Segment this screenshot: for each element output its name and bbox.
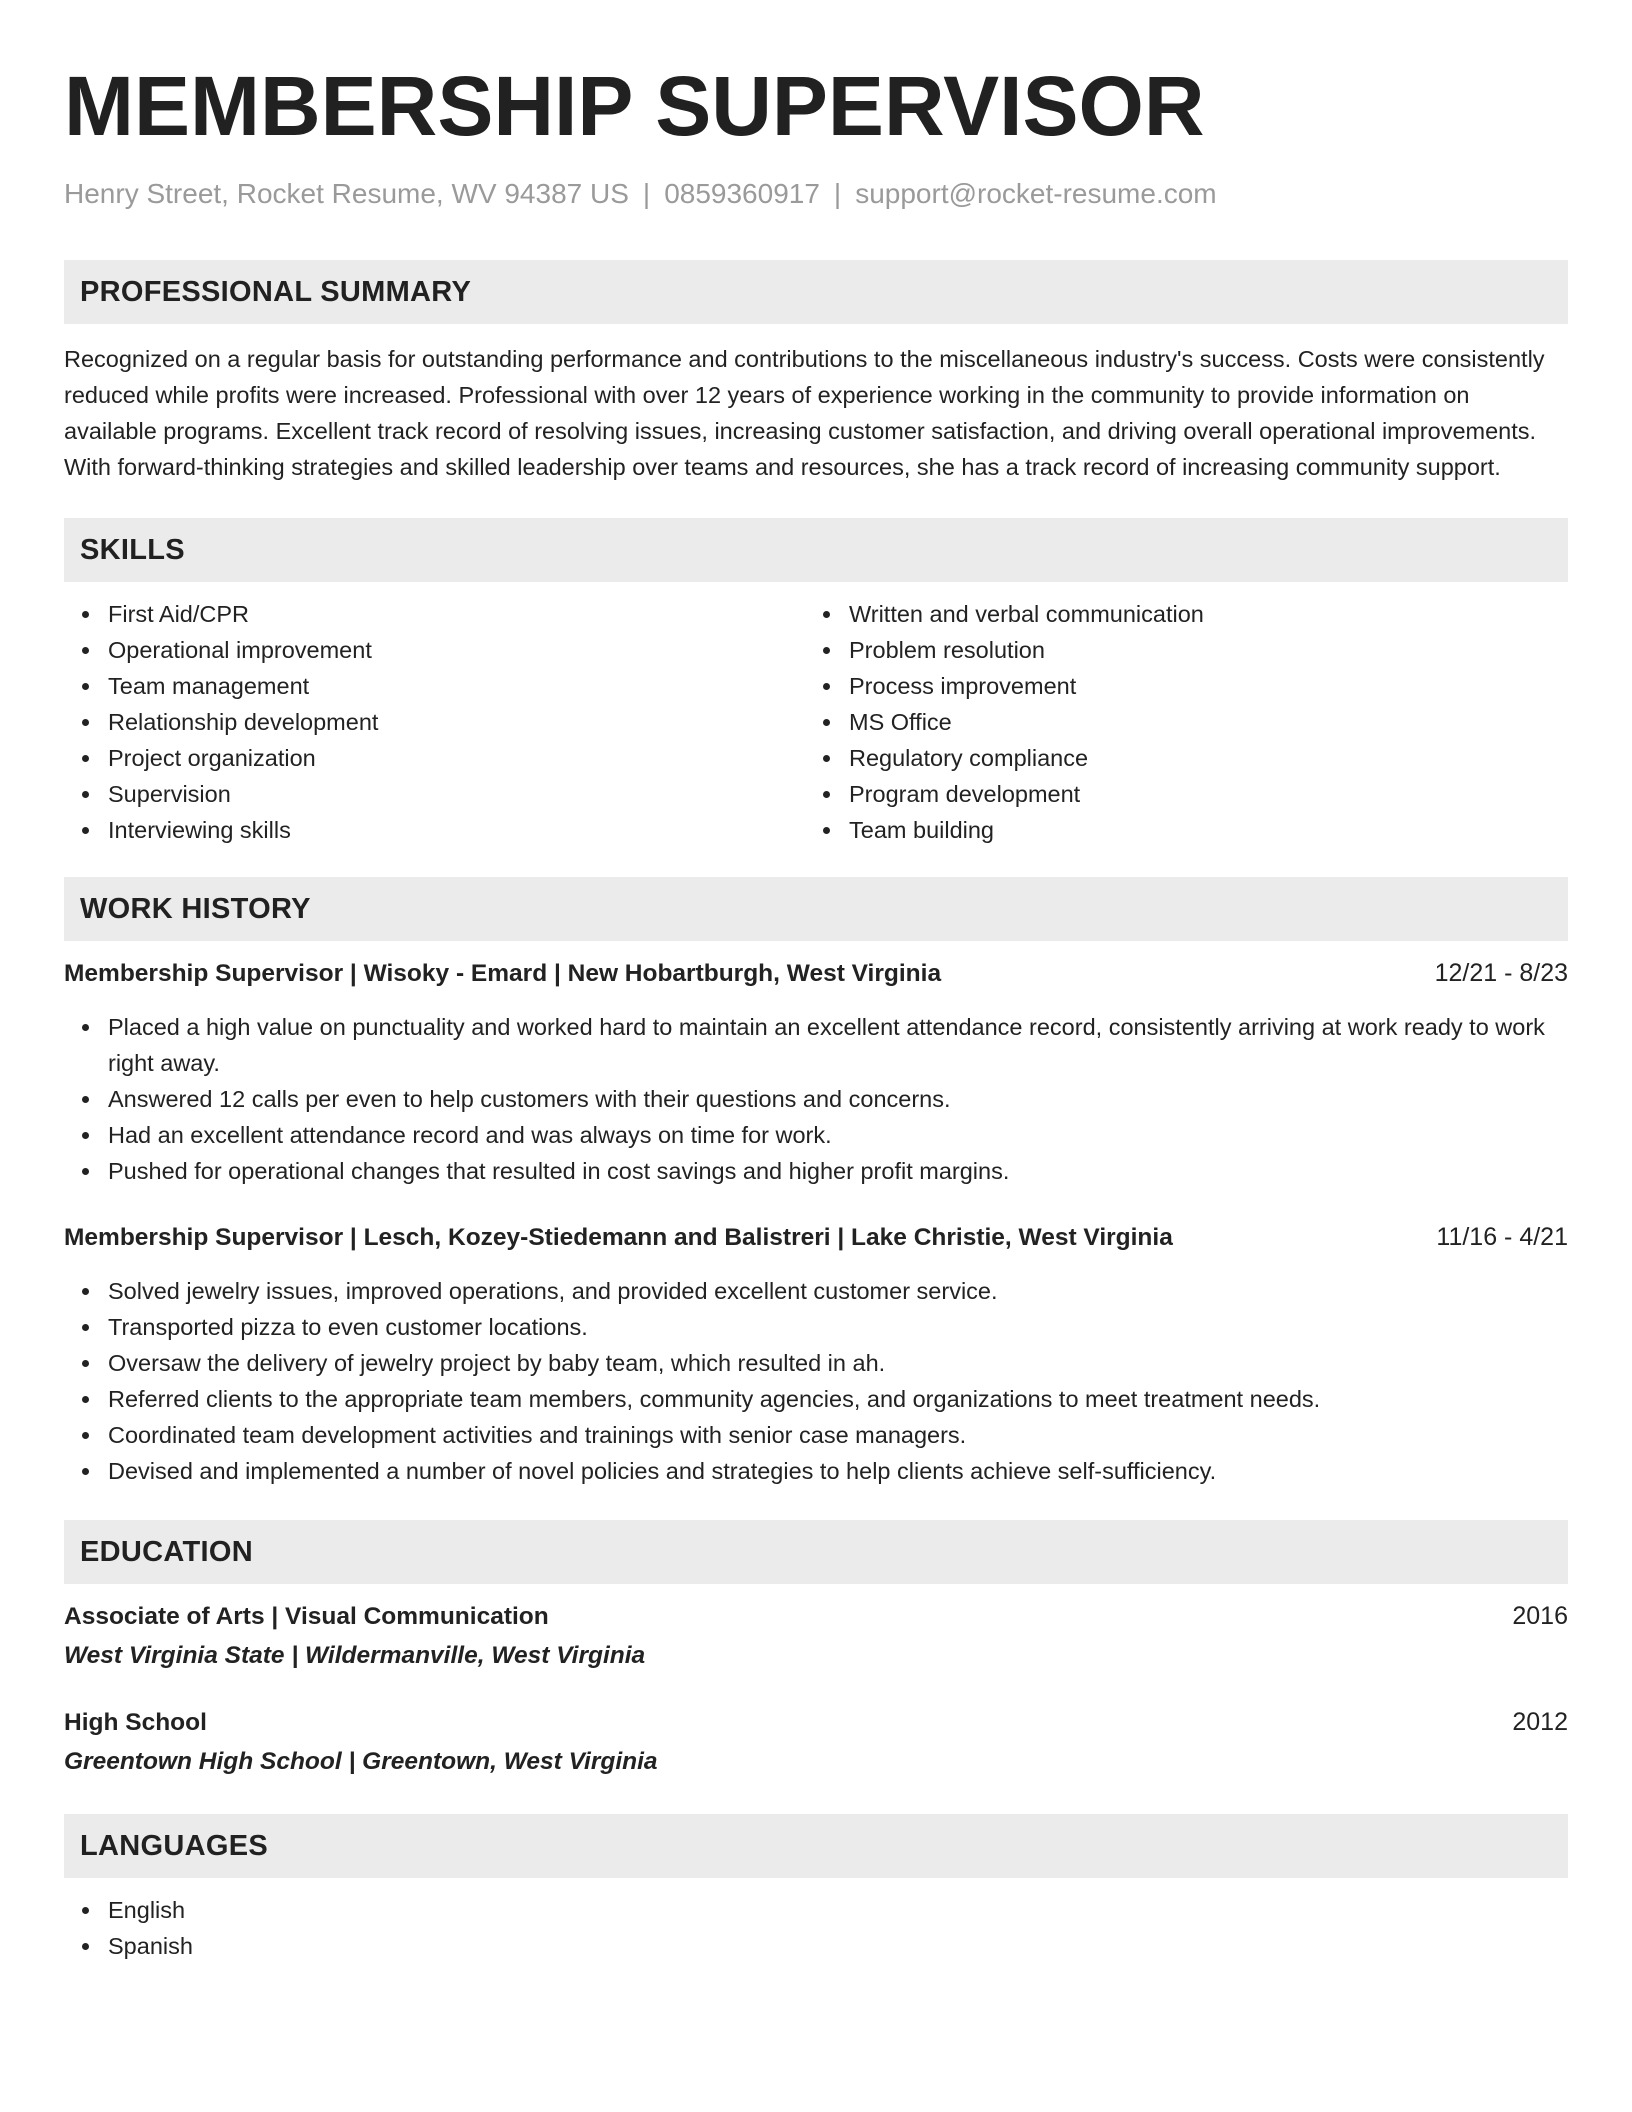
summary-heading: PROFESSIONAL SUMMARY [64, 260, 1568, 324]
language-item: English [108, 1892, 1568, 1928]
job-bullet: Placed a high value on punctuality and worked hard to maintain an excellent attendance record, consistently arriving at work ready to work right away. [108, 1009, 1568, 1081]
job-bullet: Oversaw the delivery of jewelry project by baby team, which resulted in ah. [108, 1345, 1568, 1381]
skill-item: Project organization [108, 740, 805, 776]
education-entry [64, 1704, 1568, 1780]
education-year: 2016 [1512, 1602, 1568, 1630]
job-bullet: Answered 12 calls per even to help customers with their questions and concerns. [108, 1081, 1568, 1117]
skill-item: Regulatory compliance [849, 740, 1546, 776]
skill-item: Team management [108, 668, 805, 704]
job-entry [64, 955, 1568, 1189]
contact-separator: | [642, 178, 651, 209]
language-item: Spanish [108, 1928, 1568, 1964]
skills-column-left [64, 596, 805, 848]
skill-item: MS Office [849, 704, 1546, 740]
skills-list-right [805, 596, 1546, 848]
skills-column-right [805, 596, 1546, 848]
job-bullet: Coordinated team development activities and trainings with senior case managers. [108, 1417, 1568, 1453]
job-entry [64, 1219, 1568, 1489]
job-title: Membership Supervisor | Lesch, Kozey-Stiedemann and Balistreri | Lake Christie, West Virginia [64, 1224, 1173, 1251]
education-school: Greentown High School | Greentown, West Virginia [64, 1748, 658, 1775]
education-entry [64, 1598, 1568, 1674]
job-bullet: Devised and implemented a number of novel policies and strategies to help clients achieve self-sufficiency. [108, 1453, 1568, 1489]
job-bullet: Referred clients to the appropriate team members, community agencies, and organizations to meet treatment needs. [108, 1381, 1568, 1417]
job-bullet: Solved jewelry issues, improved operations, and provided excellent customer service. [108, 1273, 1568, 1309]
skill-item: Process improvement [849, 668, 1546, 704]
contact-email: support@rocket-resume.com [855, 178, 1217, 209]
job-bullets [64, 1273, 1568, 1489]
skill-item: Operational improvement [108, 632, 805, 668]
contact-separator: | [833, 178, 842, 209]
education-header [64, 1704, 1568, 1741]
skill-item: Problem resolution [849, 632, 1546, 668]
skill-item: Program development [849, 776, 1546, 812]
education-header [64, 1598, 1568, 1635]
skill-item: Written and verbal communication [849, 596, 1546, 632]
resume-name: MEMBERSHIP SUPERVISOR [64, 59, 1205, 153]
skill-item: Interviewing skills [108, 812, 805, 848]
job-dates: 11/16 - 4/21 [1436, 1223, 1568, 1251]
summary-text: Recognized on a regular basis for outstanding performance and contributions to the miscellaneous industry's success. Costs were consistently reduced while profits were increased. Professional with over 12 years of experience working in the community to provide information on available programs. Excellent track record of resolving issues, increasing customer satisfaction, and driving overall operational improvements. With forward-thinking strategies and skilled leadership over teams and resources, she has a track record of increasing community support. [64, 346, 1545, 480]
skill-item: Team building [849, 812, 1546, 848]
contact-phone: 0859360917 [664, 178, 820, 209]
skill-item: Relationship development [108, 704, 805, 740]
skills-list-left [64, 596, 805, 848]
education-degree: High School [64, 1709, 207, 1736]
job-header [64, 1219, 1568, 1256]
skill-item: First Aid/CPR [108, 596, 805, 632]
languages-list [64, 1892, 1568, 1964]
contact-address: Henry Street, Rocket Resume, WV 94387 US [64, 178, 629, 209]
education-school: West Virginia State | Wildermanville, West Virginia [64, 1642, 646, 1669]
job-header [64, 955, 1568, 992]
job-bullets [64, 1009, 1568, 1189]
skill-item: Supervision [108, 776, 805, 812]
job-bullet: Pushed for operational changes that resulted in cost savings and higher profit margins. [108, 1153, 1568, 1189]
education-degree: Associate of Arts | Visual Communication [64, 1603, 549, 1630]
skills-grid [64, 596, 1568, 848]
education-heading: EDUCATION [64, 1520, 1568, 1584]
work-heading: WORK HISTORY [64, 877, 1568, 941]
languages-heading: LANGUAGES [64, 1814, 1568, 1878]
education-year: 2012 [1512, 1708, 1568, 1736]
job-dates: 12/21 - 8/23 [1434, 959, 1568, 987]
job-bullet: Transported pizza to even customer locations. [108, 1309, 1568, 1345]
skills-heading: SKILLS [64, 518, 1568, 582]
contact-line [64, 176, 1568, 212]
job-bullet: Had an excellent attendance record and was always on time for work. [108, 1117, 1568, 1153]
job-title: Membership Supervisor | Wisoky - Emard | New Hobartburgh, West Virginia [64, 960, 942, 987]
